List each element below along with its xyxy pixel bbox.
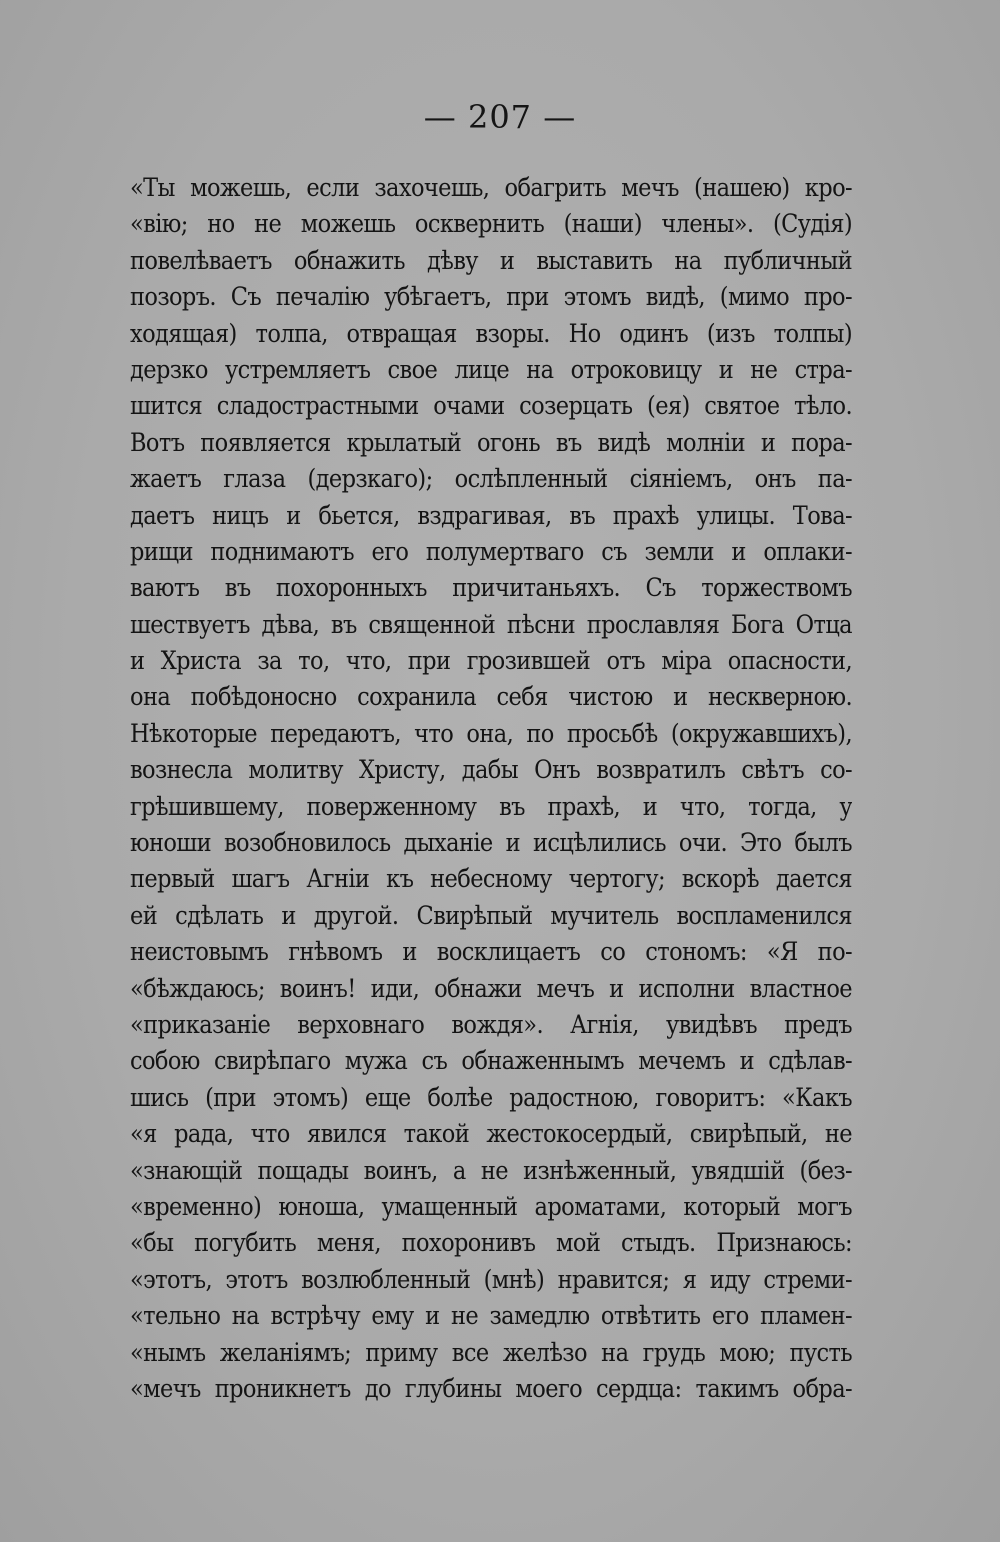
text-line: «временно) юноша, умащенный ароматами, который могъ (130, 1191, 852, 1221)
text-line: «я рада, что явился такой жестокосердый, свирѣпый, не (130, 1119, 852, 1149)
text-line: ваютъ въ похоронныхъ причитаньяхъ. Съ торжествомъ (130, 573, 852, 603)
text-line: «этотъ, этотъ возлюбленный (мнѣ) нравится; я иду стреми- (130, 1264, 852, 1294)
text-line: «бы погубить меня, похоронивъ мой стыдъ. Признаюсь: (130, 1228, 852, 1258)
text-line: «приказаніе верховнаго вождя». Агнія, увидѣвъ предъ (130, 1009, 852, 1039)
text-line: даетъ ницъ и бьется, вздрагивая, въ прахѣ улицы. Това- (130, 500, 852, 530)
text-line: шествуетъ дѣва, въ священной пѣсни прославляя Бога Отца (130, 609, 852, 639)
text-line: «вію; но не можешь осквернить (наши) члены». (Судія) (130, 209, 852, 239)
text-line: ей сдѣлать и другой. Свирѣпый мучитель воспламенился (130, 900, 852, 930)
text-line: Нѣкоторые передаютъ, что она, по просьбѣ (окружавшихъ), (130, 718, 852, 748)
text-line: рищи поднимаютъ его полумертваго съ земли и оплаки- (130, 536, 852, 566)
text-line: «тельно на встрѣчу ему и не замедлю отвѣтить его пламен- (130, 1301, 852, 1331)
text-line: собою свирѣпаго мужа съ обнаженнымъ мечемъ и сдѣлав- (130, 1046, 852, 1076)
text-line: повелѣваетъ обнажить дѣву и выставить на публичный (130, 245, 852, 275)
text-line: шись (при этомъ) еще болѣе радостною, говоритъ: «Какъ (130, 1082, 852, 1112)
text-line: первый шагъ Агніи къ небесному чертогу; вскорѣ дается (130, 864, 852, 894)
body-text (130, 170, 852, 1407)
text-line: жаетъ глаза (дерзкаго); ослѣпленный сіяніемъ, онъ па- (130, 464, 852, 494)
text-line: шится сладострастными очами созерцать (ея) святое тѣло. (130, 391, 852, 421)
text-line: грѣшившему, поверженному въ прахѣ, и что, тогда, у (130, 791, 852, 821)
text-line: «Ты можешь, если захочешь, обагрить мечъ (нашею) кро- (130, 173, 852, 202)
text-line: дерзко устремляетъ свое лице на отроковицу и не стра- (130, 354, 852, 384)
text-line: «бѣждаюсь; воинъ! иди, обнажи мечъ и исполни властное (130, 973, 852, 1003)
text-line: «нымъ желаніямъ; приму все желѣзо на грудь мою; пусть (130, 1337, 852, 1367)
text-line: позоръ. Съ печалію убѣгаетъ, при этомъ видѣ, (мимо про- (130, 282, 852, 312)
page-number: — 207 — (423, 98, 577, 136)
text-line: ходящая) толпа, отвращая взоры. Но одинъ (изъ толпы) (130, 318, 852, 348)
text-line: вознесла молитву Христу, дабы Онъ возвратилъ свѣтъ со- (130, 755, 852, 785)
text-line: неистовымъ гнѣвомъ и восклицаетъ со стономъ: «Я по- (130, 937, 852, 967)
text-line: юноши возобновилось дыханіе и исцѣлились очи. Это былъ (130, 828, 852, 858)
text-line: «знающій пощады воинъ, а не изнѣженный, увядшій (без- (130, 1155, 852, 1185)
text-line: она побѣдоносно сохранила себя чистою и нескверною. (130, 682, 852, 712)
text-line: «мечъ проникнетъ до глубины моего сердца: такимъ обра- (130, 1373, 852, 1403)
text-line: и Христа за то, что, при грозившей отъ міра опасности, (130, 646, 852, 676)
text-line: Вотъ появляется крылатый огонь въ видѣ молніи и пора- (130, 427, 852, 457)
